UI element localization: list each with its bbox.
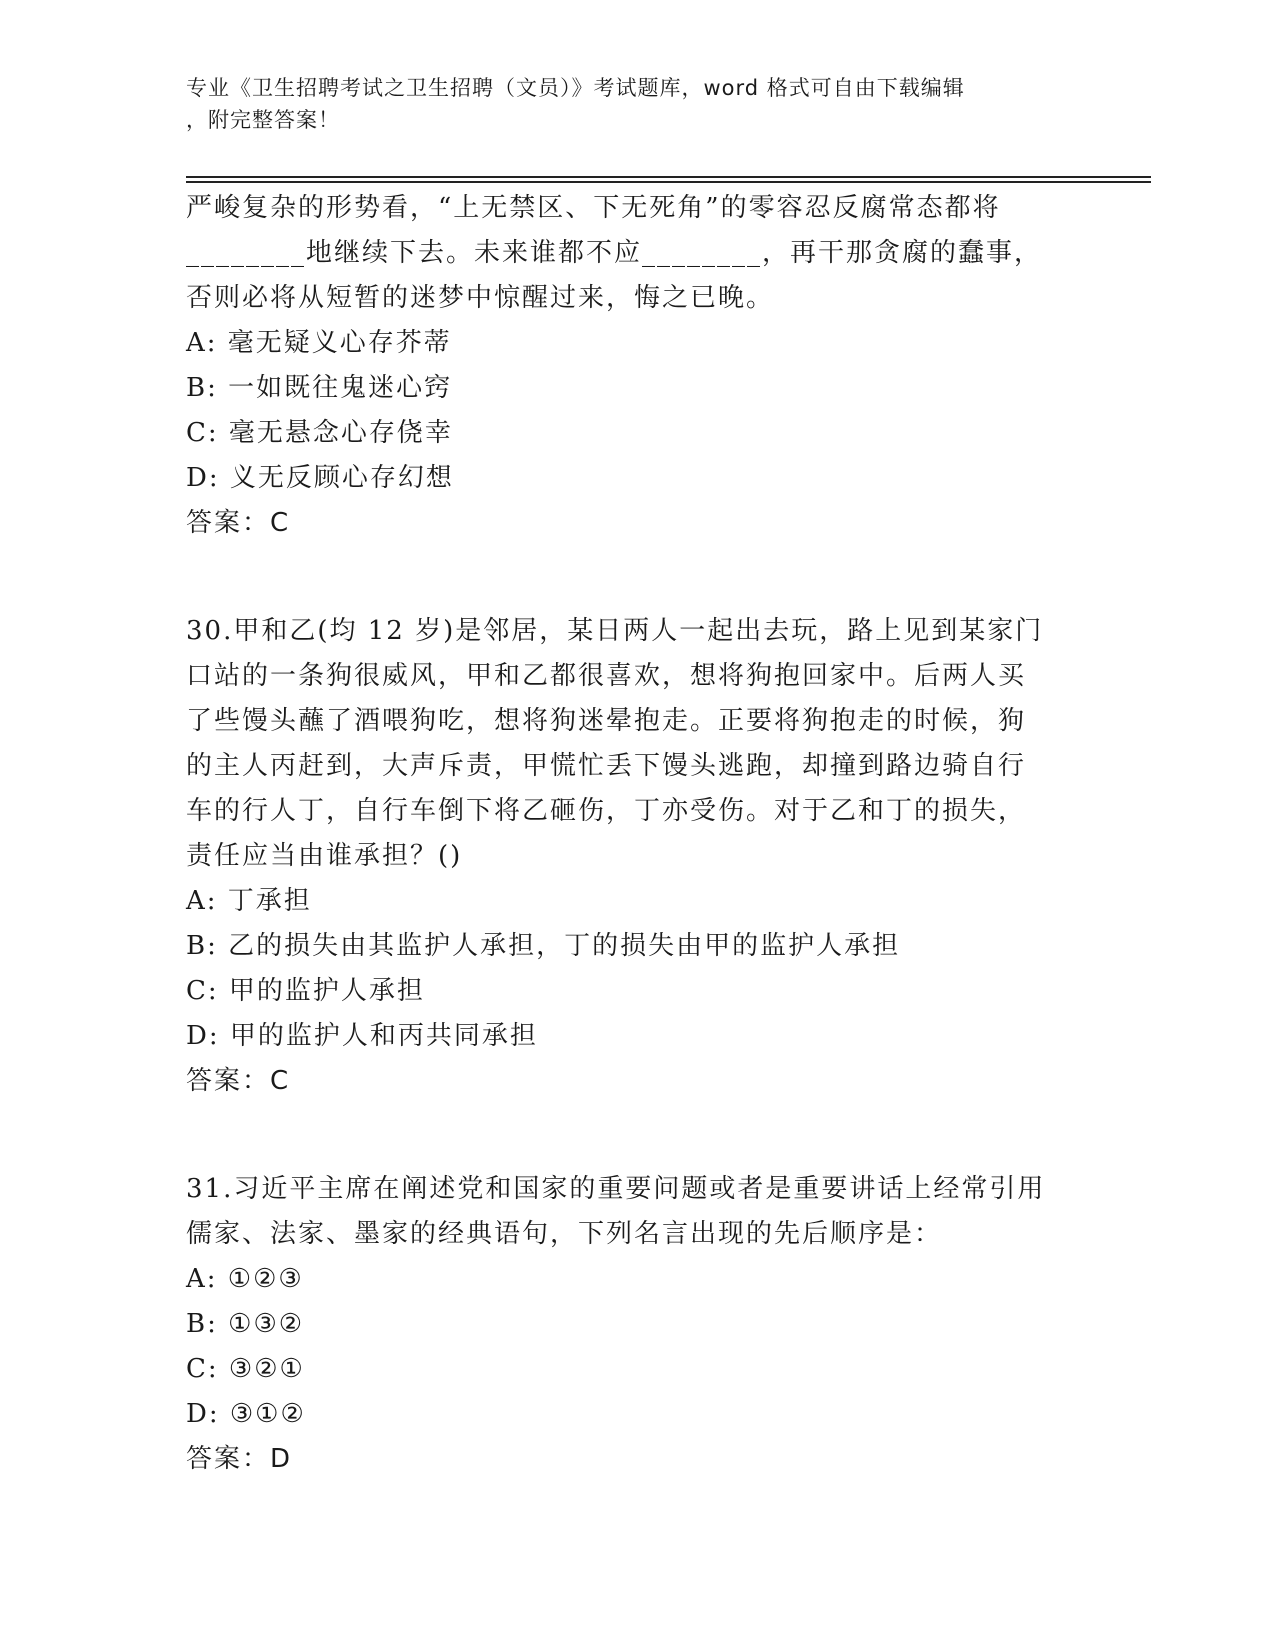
header-divider-bottom xyxy=(186,181,1151,183)
question-text-line: 了些馒头蘸了酒喂狗吃，想将狗迷晕抱走。正要将狗抱走的时候，狗 xyxy=(186,706,1027,736)
option-a: A: 毫无疑义心存芥蒂 xyxy=(186,328,452,358)
option-c: C: 甲的监护人承担 xyxy=(186,976,425,1006)
question-text-line: 车的行人丁，自行车倒下将乙砸伤，丁亦受伤。对于乙和丁的损失， xyxy=(186,796,1027,826)
question-29 xyxy=(186,186,1106,546)
option-c: C: 毫无悬念心存侥幸 xyxy=(186,418,453,448)
answer: 答案：D xyxy=(186,1444,293,1474)
header-divider-top xyxy=(186,176,1151,178)
question-text-line: 严峻复杂的形势看，“上无禁区、下无死角”的零容忍反腐常态都将 xyxy=(186,193,1001,223)
question-text-line: 责任应当由谁承担？() xyxy=(186,841,463,871)
answer: 答案：C xyxy=(186,508,291,538)
question-text-line: 的主人丙赶到，大声斥责，甲慌忙丢下馒头逃跑，却撞到路边骑自行 xyxy=(186,751,1027,781)
option-d: D: 甲的监护人和丙共同承担 xyxy=(186,1021,538,1051)
option-c: C: ③②① xyxy=(186,1354,305,1384)
question-text-line: 口站的一条狗很威风，甲和乙都很喜欢，想将狗抱回家中。后两人买 xyxy=(186,661,1027,691)
option-a: A: ①②③ xyxy=(186,1264,304,1294)
question-text-line: 儒家、法家、墨家的经典语句，下列名言出现的先后顺序是： xyxy=(186,1219,943,1249)
option-d: D: 义无反顾心存幻想 xyxy=(186,463,454,493)
document-body xyxy=(186,186,1106,1482)
option-b: B: ①③② xyxy=(186,1309,305,1339)
header-line-1: 专业《卫生招聘考试之卫生招聘（文员）》考试题库，word 格式可自由下载编辑 xyxy=(186,76,965,100)
question-text-line: ________地继续下去。未来谁都不应________，再干那贪腐的蠢事， xyxy=(186,238,1043,268)
question-text-line: 30.甲和乙(均 12 岁)是邻居，某日两人一起出去玩，路上见到某家门 xyxy=(186,616,1044,646)
question-text-line: 31.习近平主席在阐述党和国家的重要问题或者是重要讲话上经常引用 xyxy=(186,1174,1046,1204)
answer: 答案：C xyxy=(186,1066,291,1096)
option-d: D: ③①② xyxy=(186,1399,306,1429)
question-31 xyxy=(186,1167,1106,1482)
option-a: A: 丁承担 xyxy=(186,886,312,916)
option-b: B: 乙的损失由其监护人承担，丁的损失由甲的监护人承担 xyxy=(186,931,901,961)
option-b: B: 一如既往鬼迷心窍 xyxy=(186,373,453,403)
question-text-line: 否则必将从短暂的迷梦中惊醒过来，悔之已晚。 xyxy=(186,283,775,313)
header-line-2: ，附完整答案！ xyxy=(186,108,340,132)
question-30 xyxy=(186,609,1106,1104)
document-header xyxy=(186,72,1066,136)
